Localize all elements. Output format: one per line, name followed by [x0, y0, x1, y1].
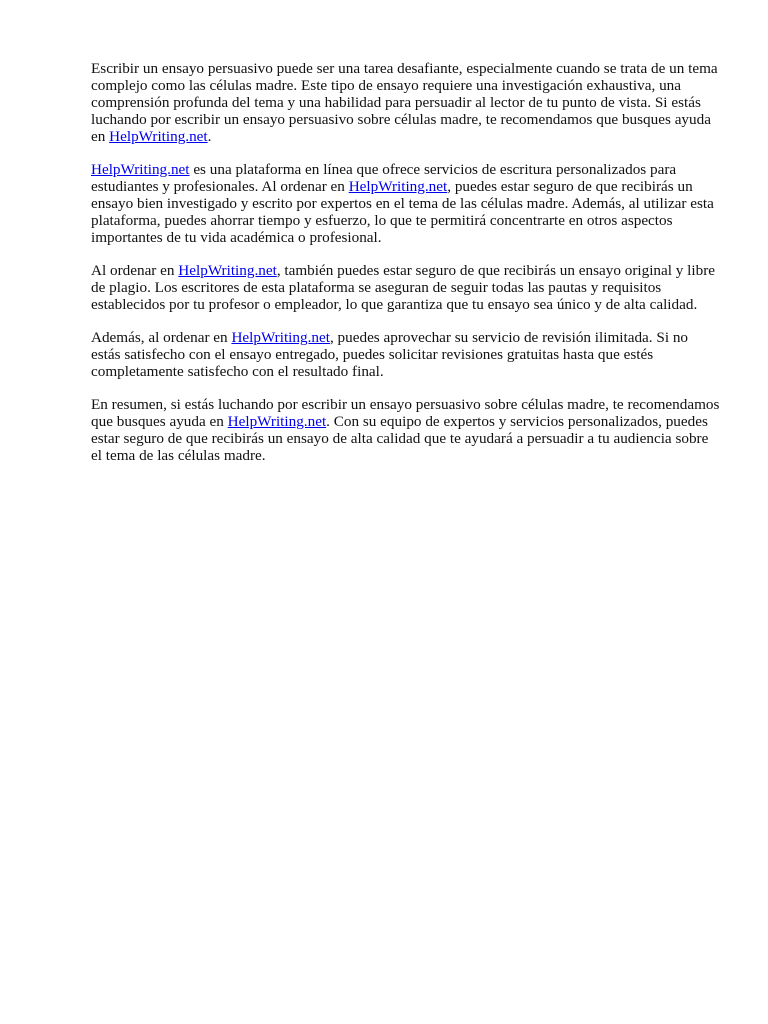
helpwriting-link[interactable]: HelpWriting.net [231, 329, 330, 346]
helpwriting-link[interactable]: HelpWriting.net [227, 413, 327, 430]
paragraph-text: , también puedes estar seguro de que recibirás un ensayo original y libre de plagio. Los escritores de esta plataforma se aseguran de seguir todas las pautas y requisitos establecidos por tu profesor o empleador, lo que garantiza que tu ensayo sea único y de alta calidad. [91, 262, 715, 313]
paragraph-text: , puedes estar seguro de que recibirás un ensayo bien investigado y escrito por expertos en el tema de las células madre. Además, al utilizar esta plataforma, puedes ahorrar tiempo y esfuerzo, lo que te permitirá concentrarte en otros aspectos importantes de tu vida académica o profesional. [91, 178, 714, 246]
helpwriting-link[interactable]: HelpWriting.net [348, 178, 448, 195]
paragraph-text: En resumen, si estás luchando por escribir un ensayo persuasivo sobre células madre, te recomendamos que busques ayuda en [91, 396, 720, 430]
paragraph-text: Al ordenar en [91, 262, 179, 279]
paragraph-text: . [207, 128, 212, 145]
paragraph-text: . Con su equipo de expertos y servicios personalizados, puedes estar seguro de que recibirás un ensayo de alta calidad que te ayudará a persuadir a tu audiencia sobre el tema de las células madre. [91, 413, 709, 464]
paragraph-text: Escribir un ensayo persuasivo puede ser una tarea desafiante, especialmente cuando se trata de un tema complejo como las células madre. Este tipo de ensayo requiere una investigación exhaustiva, una comprensión profunda del tema y una habilidad para persuadir al lector de tu punto de vista. Si estás luchando por escribir un ensayo persuasivo sobre células madre, te recomendamos que busques ayuda en [91, 60, 718, 145]
paragraph-text: , puedes aprovechar su servicio de revisión ilimitada. Si no estás satisfecho con el ensayo entregado, puedes solicitar revisiones gratuitas hasta que estés completamente satisfecho con el resultado final. [91, 329, 689, 380]
paragraph-2 [91, 161, 721, 246]
paragraph-text: es una plataforma en línea que ofrece servicios de escritura personalizados para estudiantes y profesionales. Al ordenar en [91, 161, 677, 195]
helpwriting-link[interactable]: HelpWriting.net [91, 161, 190, 178]
document-page [91, 60, 721, 480]
paragraph-3 [91, 262, 721, 313]
paragraph-1 [91, 60, 721, 145]
paragraph-text: Además, al ordenar en [91, 329, 232, 346]
paragraph-5 [91, 396, 721, 464]
helpwriting-link[interactable]: HelpWriting.net [178, 262, 277, 279]
helpwriting-link[interactable]: HelpWriting.net [109, 128, 208, 145]
paragraph-4 [91, 329, 721, 380]
